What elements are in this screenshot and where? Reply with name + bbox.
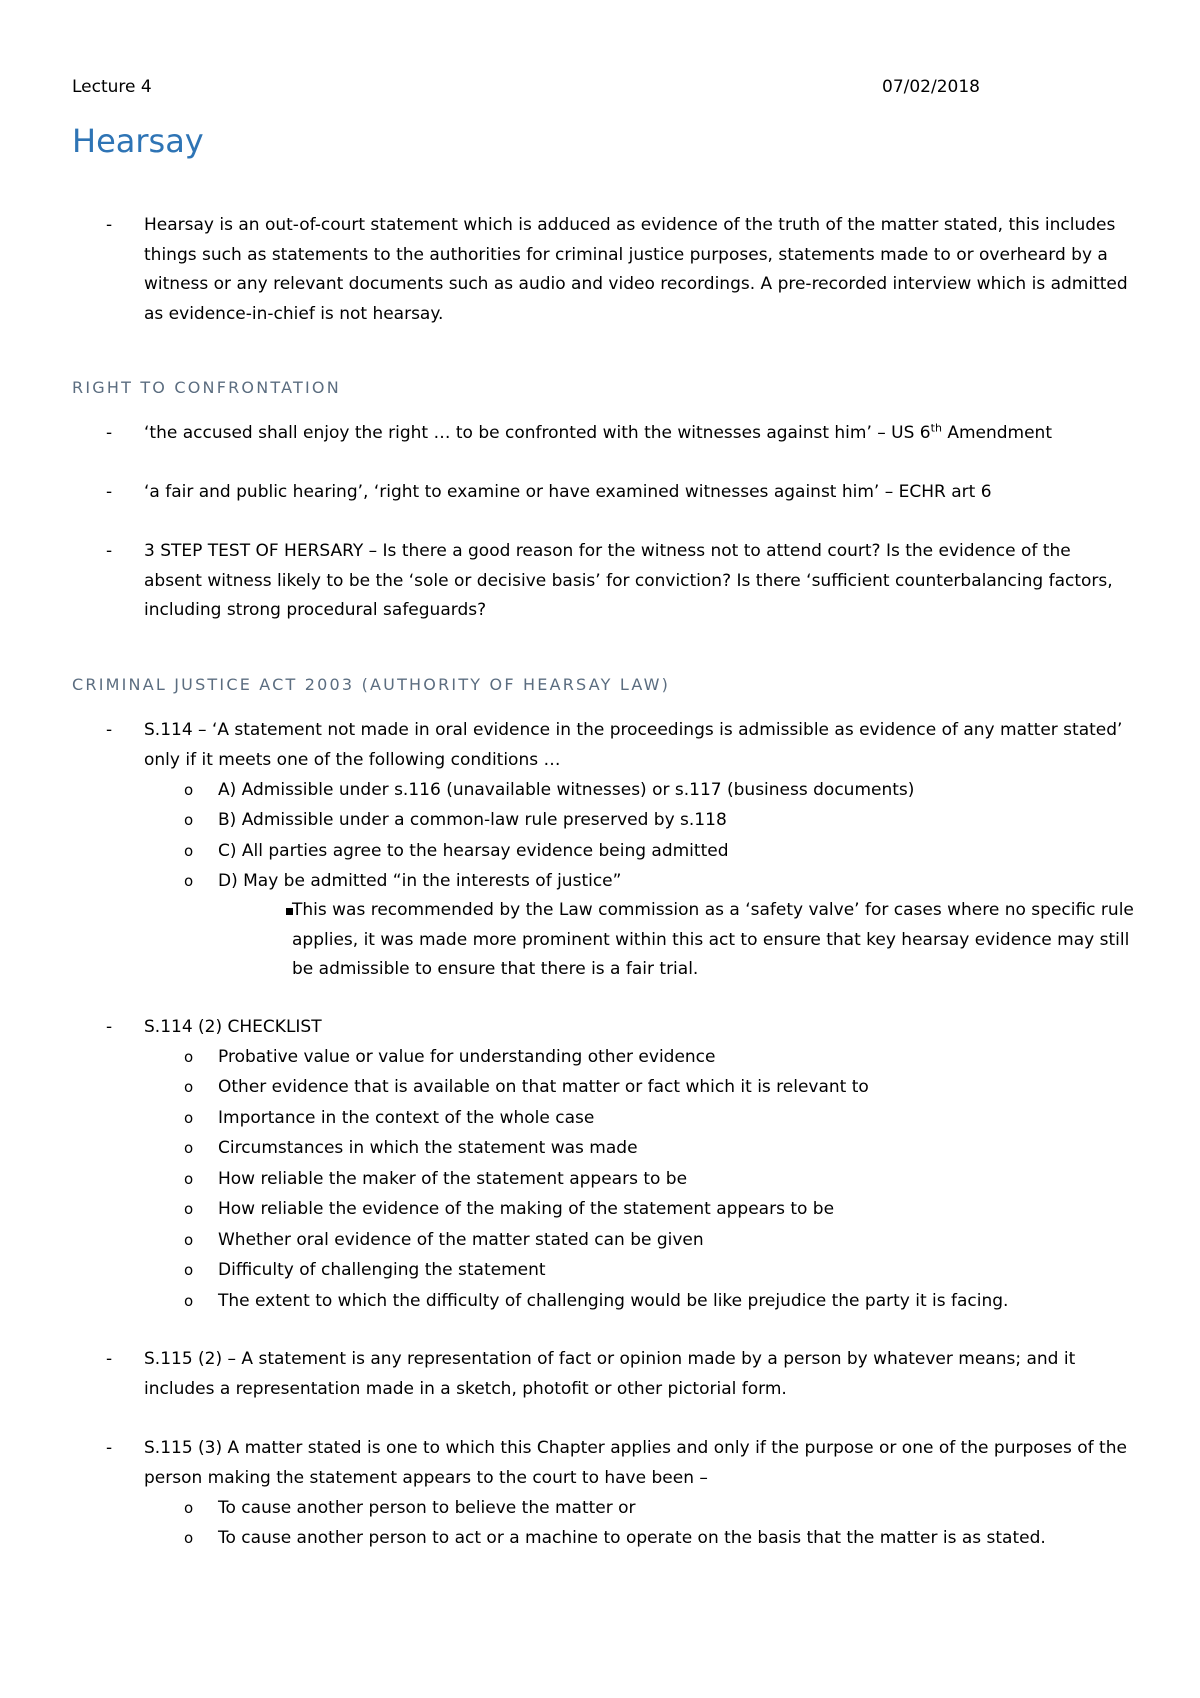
- circle-bullet: o: [184, 1139, 194, 1157]
- confrontation-item-us-text: ‘the accused shall enjoy the right … to be confronted with the witnesses against him’ – US 6: [144, 423, 931, 443]
- circle-bullet: o: [184, 781, 194, 799]
- circle-bullet: o: [184, 1499, 194, 1517]
- s114-paragraph: S.114 – ‘A statement not made in oral evidence in the proceedings is admissible as evidence of any matter stated’ only if it meets one of the following conditions …: [144, 720, 1123, 770]
- section-heading-confrontation: RIGHT TO CONFRONTATION: [72, 378, 341, 397]
- dash-bullet: -: [106, 215, 113, 235]
- checklist-item: Other evidence that is available on that matter or fact which it is relevant to: [218, 1077, 869, 1097]
- circle-bullet: o: [184, 842, 194, 860]
- s115-3-purpose-item: To cause another person to act or a machine to operate on the basis that the matter is as stated.: [218, 1528, 1046, 1548]
- confrontation-item-three-step: 3 STEP TEST OF HERSARY – Is there a good reason for the witness not to attend court? Is the evidence of the absent witness likely to be the ‘sole or decisive basis’ for conviction? Is there ‘sufficient counterbalancing factors, including strong procedural safeguards?: [144, 541, 1113, 620]
- checklist-item: The extent to which the difficulty of challenging would be like prejudice the party it is facing.: [218, 1291, 1009, 1311]
- dash-bullet: -: [106, 1349, 113, 1369]
- superscript-th: th: [930, 421, 942, 435]
- dash-bullet: -: [106, 1017, 113, 1037]
- circle-bullet: o: [184, 1200, 194, 1218]
- confrontation-item-us-suffix: Amendment: [941, 423, 1052, 443]
- checklist-item: Probative value or value for understanding other evidence: [218, 1047, 716, 1067]
- confrontation-item-us: [144, 419, 1134, 449]
- dash-bullet: -: [106, 541, 113, 561]
- s114-condition-a: A) Admissible under s.116 (unavailable witnesses) or s.117 (business documents): [218, 780, 915, 800]
- checklist-item: Circumstances in which the statement was made: [218, 1138, 638, 1158]
- intro-paragraph: Hearsay is an out-of-court statement which is adduced as evidence of the truth of the matter stated, this includes things such as statements to the authorities for criminal justice purposes, statements made to or overheard by a witness or any relevant documents such as audio and video recordings. A pre-recorded interview which is admitted as evidence-in-chief is not hearsay.: [144, 215, 1128, 324]
- circle-bullet: o: [184, 1292, 194, 1310]
- lecture-label: Lecture 4: [72, 77, 152, 97]
- s114-condition-c: C) All parties agree to the hearsay evidence being admitted: [218, 841, 729, 861]
- circle-bullet: o: [184, 1261, 194, 1279]
- checklist-item: Whether oral evidence of the matter stated can be given: [218, 1230, 704, 1250]
- dash-bullet: -: [106, 482, 113, 502]
- dash-bullet: -: [106, 423, 113, 443]
- dash-bullet: -: [106, 720, 113, 740]
- s115-3-purpose-item: To cause another person to believe the matter or: [218, 1498, 636, 1518]
- circle-bullet: o: [184, 1109, 194, 1127]
- page-title: Hearsay: [72, 122, 204, 160]
- s114-condition-d: D) May be admitted “in the interests of justice”: [218, 871, 622, 891]
- s115-3-paragraph: S.115 (3) A matter stated is one to which this Chapter applies and only if the purpose or one of the purposes of the person making the statement appears to the court to have been –: [144, 1438, 1127, 1488]
- s114-2-checklist-heading: S.114 (2) CHECKLIST: [144, 1017, 322, 1037]
- s114-condition-b: B) Admissible under a common-law rule preserved by s.118: [218, 810, 727, 830]
- circle-bullet: o: [184, 872, 194, 890]
- circle-bullet: o: [184, 1170, 194, 1188]
- circle-bullet: o: [184, 1048, 194, 1066]
- dash-bullet: -: [106, 1438, 113, 1458]
- safety-valve-note: This was recommended by the Law commission as a ‘safety valve’ for cases where no specific rule applies, it was made more prominent within this act to ensure that key hearsay evidence may still be admissible to ensure that there is a fair trial.: [292, 900, 1134, 979]
- checklist-item: How reliable the maker of the statement appears to be: [218, 1169, 688, 1189]
- s115-2-paragraph: S.115 (2) – A statement is any representation of fact or opinion made by a person by whatever means; and it includes a representation made in a sketch, photofit or other pictorial form.: [144, 1349, 1076, 1399]
- checklist-item: Difficulty of challenging the statement: [218, 1260, 546, 1280]
- checklist-item: How reliable the evidence of the making of the statement appears to be: [218, 1199, 835, 1219]
- circle-bullet: o: [184, 1078, 194, 1096]
- lecture-date: 07/02/2018: [882, 77, 980, 97]
- circle-bullet: o: [184, 811, 194, 829]
- circle-bullet: o: [184, 1529, 194, 1547]
- section-heading-cja-2003: CRIMINAL JUSTICE ACT 2003 (AUTHORITY OF HEARSAY LAW): [72, 675, 671, 694]
- confrontation-item-echr: ‘a fair and public hearing’, ‘right to examine or have examined witnesses against him’ – ECHR art 6: [144, 482, 992, 502]
- circle-bullet: o: [184, 1231, 194, 1249]
- checklist-item: Importance in the context of the whole case: [218, 1108, 595, 1128]
